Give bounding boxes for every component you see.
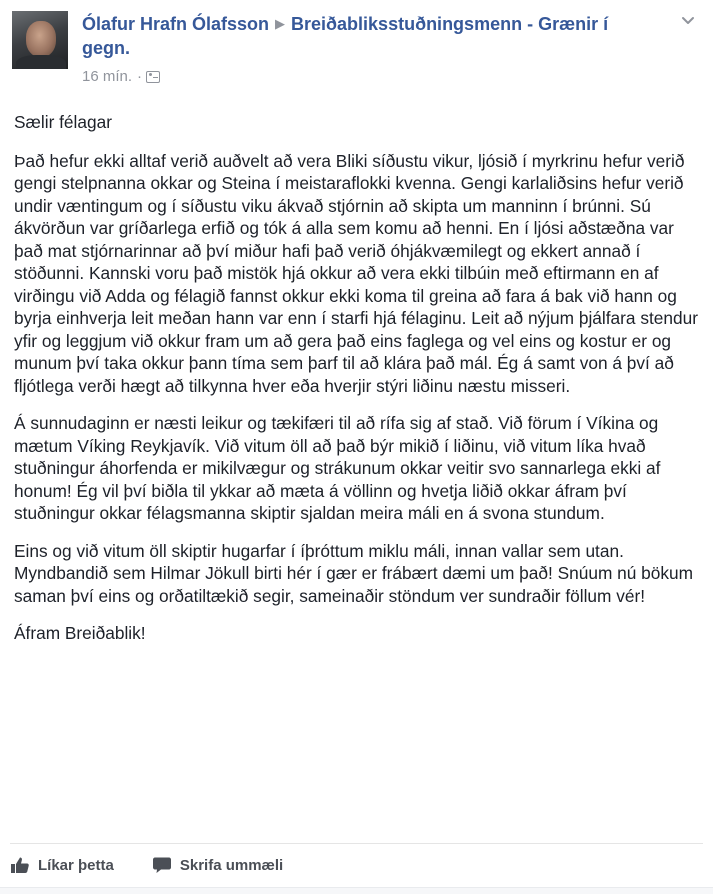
right-triangle-icon: ▶ [275, 16, 286, 31]
post-paragraph: Sælir félagar [14, 112, 112, 132]
author-name-link[interactable]: Ólafur Hrafn Ólafsson [82, 14, 270, 34]
comment-bubble-icon [152, 856, 172, 874]
post-paragraph: Eins og við vitum öll skiptir hugarfar í íþróttum miklu máli, innan vallar sem utan. Myndbandið sem Hilmar Jökull birti hér í gær er frábært dæmi um það! Snúum nú bökum saman því eins og orðatiltækið segir, sameinaðir stöndum ver sundraðir föllum vér! [14, 540, 694, 606]
chevron-down-icon[interactable] [680, 12, 696, 28]
post-body [14, 111, 704, 660]
comment-button[interactable] [152, 856, 283, 874]
group-name-link[interactable]: Breiðabliksstuðningsmenn - Grænir í gegn. [82, 14, 609, 58]
like-button[interactable] [10, 856, 114, 874]
post-timestamp[interactable]: 16 mín. [82, 68, 133, 85]
post-header [82, 12, 642, 60]
author-avatar[interactable] [12, 11, 68, 69]
avatar-shirt [16, 55, 66, 69]
post-footer-strip [0, 887, 713, 894]
post-actions [10, 846, 703, 884]
comment-label: Skrifa ummæli [179, 856, 284, 874]
like-label: Líkar þetta [38, 856, 114, 874]
avatar-face [26, 21, 56, 57]
thumbs-up-icon [10, 856, 30, 874]
action-divider [10, 843, 703, 844]
post-meta [82, 68, 160, 85]
group-audience-icon[interactable] [146, 71, 160, 83]
meta-separator: · [137, 68, 143, 85]
post-paragraph: Það hefur ekki alltaf verið auðvelt að vera Bliki síðustu vikur, ljósið í myrkrinu hefur verið gengi stelpnanna okkar og Steina í meistaraflokki kvenna. Gengi karlaliðsins hefur verið undir væntingum og í síðustu viku ákvað stjórnin að skipta um manninn í brúnni. Sú ákvörðun var gríðarlega erfið og tók á alla sem komu að henni. En í ljósi aðstæðna var það mat stjórnarinnar að því miður hafi það verið óhjákvæmilegt og ekkert annað í stöðunni. Kannski voru það mistök hjá okkur að vera ekki tilbúin með eftirmann en af virðingu við Adda og félagið fannst okkur ekki koma til greina að fara á bak við hann og byrja einhverja leit meðan hann var enn í starfi hjá félaginu. Leit að nýjum þjálfara stendur yfir og leggjum við okkur fram um að gera það eins faglega og vel eins og kostur er og munum því taka okkur þann tíma sem þarf til að klára það mál. Ég á samt von á því að fljótlega verði hægt að tilkynna hver eða hverjir stýri liðinu næstu misseri. [14, 150, 698, 396]
post-paragraph: Áfram Breiðablik! [14, 623, 146, 643]
post-paragraph: Á sunnudaginn er næsti leikur og tækifæri til að rífa sig af stað. Við förum í Víkina og mætum Víking Reykjavík. Við vitum öll að það býr mikið í liðinu, við vitum líka hvað stuðningur áhorfenda er mikilvægur og strákunum okkar veitir svo sannarlega ekki af honum! Ég vil því biðla til ykkar að mæta á völlinn og hvetja liðið okkar áfram því stuðningur okkar félagsmanna skiptir sjaldan meira máli en á svona stundum. [14, 413, 661, 523]
